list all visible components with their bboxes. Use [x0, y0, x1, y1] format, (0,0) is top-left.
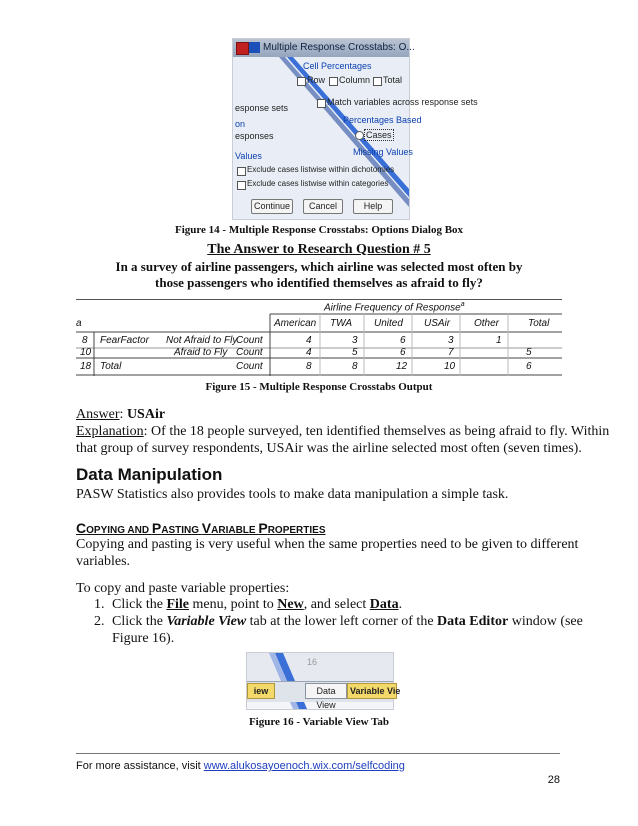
- step-1-new: New: [277, 597, 304, 612]
- row3-united: 12: [396, 361, 408, 372]
- exclude-categories-label: Exclude cases listwise within categories: [247, 179, 389, 188]
- copy-heading-c: C: [76, 520, 87, 536]
- row3-usair: 10: [444, 361, 456, 372]
- footer-text: [76, 760, 405, 772]
- row3-twa: 8: [352, 361, 358, 372]
- step-1: [94, 596, 402, 613]
- row1-n: 8: [82, 335, 88, 346]
- crosstab-header-footnote: a: [460, 301, 465, 308]
- row2-other: 5: [526, 347, 532, 358]
- frag-on: on: [235, 119, 246, 129]
- row3-n: 18: [80, 361, 92, 372]
- row1-twa: 3: [352, 335, 358, 346]
- answer-value: USAir: [126, 407, 166, 422]
- percentages-based-label: Percentages Based: [343, 115, 422, 125]
- crosstab-header-text: Airline Frequency of Response: [324, 302, 461, 314]
- match-checkbox[interactable]: [317, 99, 326, 108]
- cancel-button[interactable]: Cancel: [303, 199, 343, 214]
- col-other: Other: [474, 318, 500, 329]
- row2-american: 4: [306, 347, 312, 358]
- cases-label: Cases: [366, 130, 392, 140]
- step-1-text-a: Click the: [112, 597, 167, 612]
- step-1-text-d: .: [398, 597, 403, 612]
- continue-button[interactable]: Continue: [251, 199, 293, 214]
- row2-twa: 5: [352, 347, 358, 358]
- figure-15-caption: Figure 15 - Multiple Response Crosstabs Output: [205, 381, 433, 393]
- copy-heading-pp: P: [258, 520, 268, 536]
- row1-usair: 3: [448, 335, 454, 346]
- figure-15-image: [76, 299, 562, 376]
- step-2-data-editor: Data Editor: [437, 614, 509, 629]
- crosstab-header: [324, 301, 465, 313]
- copy-heading-roperties: ROPERTIES: [267, 525, 326, 536]
- explanation-label: Explanation: [76, 424, 144, 439]
- step-1-number: 1.: [94, 597, 105, 612]
- frag-values: Values: [235, 151, 262, 161]
- row-fearfactor: FearFactor: [100, 335, 149, 346]
- col-usair: USAir: [424, 318, 451, 329]
- step-2-text-a: Click the: [112, 614, 167, 629]
- col-united: United: [374, 318, 403, 329]
- step-1-data: Data: [369, 597, 399, 612]
- question-line-1: In a survey of airline passengers, which airline was selected most often by: [115, 259, 523, 274]
- left-footnote-a: a: [76, 318, 82, 329]
- footer-label: For more assistance, visit: [76, 760, 204, 772]
- figure-14-caption: Figure 14 - Multiple Response Crosstabs: Options Dialog Box: [174, 224, 464, 236]
- step-1-text-b: menu, point to: [188, 597, 278, 612]
- total-label: Total: [383, 75, 403, 85]
- question-line-2: those passengers who identified themselves as afraid to fly?: [155, 275, 483, 290]
- explanation-line-2: that group of survey respondents, USAir was the airline selected most often (seven times).: [76, 441, 582, 456]
- explanation-text-1: : Of the 18 people surveyed, ten identified themselves as being afraid to fly. Within: [143, 424, 610, 439]
- answer-line: Answer: USAir: [76, 407, 166, 422]
- frag-responses: esponses: [235, 131, 274, 141]
- row1-american: 4: [306, 335, 312, 346]
- copy-text-2: variables.: [76, 554, 131, 569]
- row2-count: Count: [236, 347, 263, 358]
- row-checkbox[interactable]: [297, 77, 306, 86]
- column-checkbox[interactable]: [329, 77, 338, 86]
- row-label: Row: [307, 75, 326, 85]
- figure-14-image: [232, 38, 478, 220]
- col-total: Total: [528, 318, 550, 329]
- step-2-number: 2.: [94, 614, 105, 629]
- step-1-text-c: , and select: [303, 597, 370, 612]
- footer-link[interactable]: www.alukosayoenoch.wix.com/selfcoding: [203, 760, 405, 772]
- step-2-text-b: tab at the lower left corner of the: [246, 614, 438, 629]
- tab-left-fragment[interactable]: iew: [247, 683, 275, 699]
- row-total: Total: [100, 361, 122, 372]
- row2-n: 10: [80, 347, 92, 358]
- help-button[interactable]: Help: [353, 199, 393, 214]
- row2-usair: 7: [448, 347, 454, 358]
- step-2-text-c: window (see: [508, 614, 583, 629]
- tab-variable-view[interactable]: Variable Vie: [347, 683, 397, 699]
- copy-text-1: Copying and pasting is very useful when the same properties need to be given to different: [76, 537, 579, 552]
- column-label: Column: [339, 75, 371, 85]
- exclude-categories-checkbox[interactable]: [237, 181, 246, 190]
- figure-16-caption: Figure 16 - Variable View Tab: [248, 716, 390, 728]
- copy-heading-ariable: ARIABLE: [211, 525, 259, 536]
- copy-intro: To copy and paste variable properties:: [76, 581, 290, 596]
- row3-other: 6: [526, 361, 532, 372]
- row2-united: 6: [400, 347, 406, 358]
- match-label: Match variables across response sets: [327, 97, 478, 107]
- copy-heading-asting: ASTING: [161, 525, 202, 536]
- row-number: 16: [307, 657, 318, 667]
- answer-heading: The Answer to Research Question # 5: [207, 242, 431, 257]
- step-1-file: File: [166, 597, 189, 612]
- step-2: [94, 613, 583, 630]
- copy-heading-opying: OPYING AND: [86, 525, 152, 536]
- missing-values-label: Missing Values: [353, 147, 413, 157]
- row1-other: 1: [496, 335, 502, 346]
- row-afraid: Afraid to Fly: [174, 347, 228, 358]
- total-checkbox[interactable]: [373, 77, 382, 86]
- step-2-variable-view: Variable View: [166, 614, 247, 629]
- answer-label: Answer: [76, 407, 120, 422]
- exclude-dichotomies-checkbox[interactable]: [237, 167, 246, 176]
- frag-response-sets: esponse sets: [235, 103, 289, 113]
- row-not-afraid: Not Afraid to Fly: [166, 335, 238, 346]
- step-2-line-2: Figure 16).: [112, 631, 175, 646]
- data-manipulation-heading: Data Manipulation: [76, 465, 223, 484]
- dialog-title: Multiple Response Crosstabs: O...: [263, 42, 415, 53]
- col-american: American: [274, 318, 317, 329]
- tab-data-view[interactable]: Data View: [305, 683, 347, 699]
- cases-radio[interactable]: [355, 131, 364, 140]
- page-number: 28: [547, 774, 560, 786]
- figure-16-image: [246, 652, 401, 710]
- copy-heading-p: P: [151, 520, 162, 536]
- cell-percentages-label: Cell Percentages: [303, 61, 372, 71]
- explanation-line-1: [76, 423, 609, 440]
- row1-count: Count: [236, 335, 263, 346]
- col-twa: TWA: [330, 318, 353, 329]
- data-manipulation-text: PASW Statistics also provides tools to make data manipulation a simple task.: [76, 487, 509, 502]
- row3-count: Count: [236, 361, 263, 372]
- row1-united: 6: [400, 335, 406, 346]
- copy-heading-v: V: [201, 520, 212, 536]
- row3-american: 8: [306, 361, 312, 372]
- footer-rule: [76, 753, 560, 754]
- exclude-dichotomies-label: Exclude cases listwise within dichotomies: [247, 165, 395, 174]
